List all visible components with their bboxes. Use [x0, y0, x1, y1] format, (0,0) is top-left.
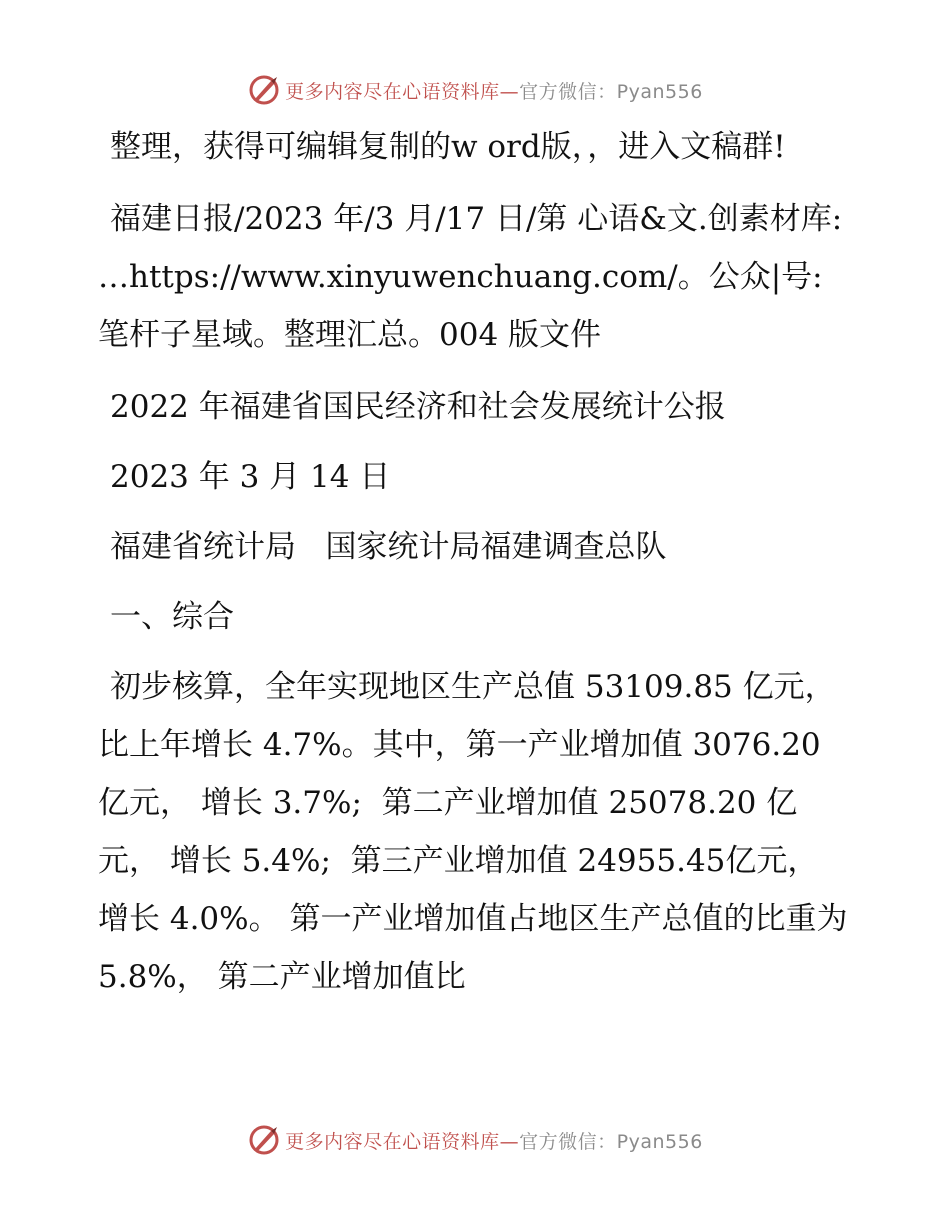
quill-logo-icon: [247, 1123, 281, 1157]
banner-wechat: 官方微信：Pyan556: [519, 1130, 703, 1153]
banner-text: 更多内容尽在心语资料库—: [285, 1130, 520, 1153]
document-body: [98, 118, 858, 1020]
banner-text: 更多内容尽在心语资料库—: [285, 80, 520, 103]
document-date: 2023 年 3 月 14 日: [110, 459, 391, 495]
paragraph-source: 福建日报/2023 年/3 月/17 日/第 心语&文.创素材库: …https://www.xinyuwenchuang.com/。公众|号: 笔杆子星域。整理汇总。004 版文件: [98, 201, 853, 353]
paragraph-gdp: 初步核算，全年实现地区生产总值 53109.85 亿元，比上年增长 4.7%。其中，第一产业增加值 3076.20 亿元， 增长 3.7%; 第二产业增加值 25078.20 亿元， 增长 5.4%; 第三产业增加值 24955.45亿元， 增长 4.0%。 第一产业增加值占地区生产总值的比重为 5.8%， 第二产业增加值比: [98, 669, 858, 995]
header-banner: [0, 70, 950, 110]
section-heading-overview: 一、综合: [110, 599, 234, 635]
paragraph-intro: 整理，获得可编辑复制的w ord版，，进入文稿群!: [110, 129, 786, 165]
document-title: 2022 年福建省国民经济和社会发展统计公报: [110, 389, 726, 425]
document-issuer: 福建省统计局 国家统计局福建调查总队: [110, 529, 667, 565]
quill-logo-icon: [247, 73, 281, 107]
banner-wechat: 官方微信：Pyan556: [519, 80, 703, 103]
footer-banner: [0, 1120, 950, 1160]
